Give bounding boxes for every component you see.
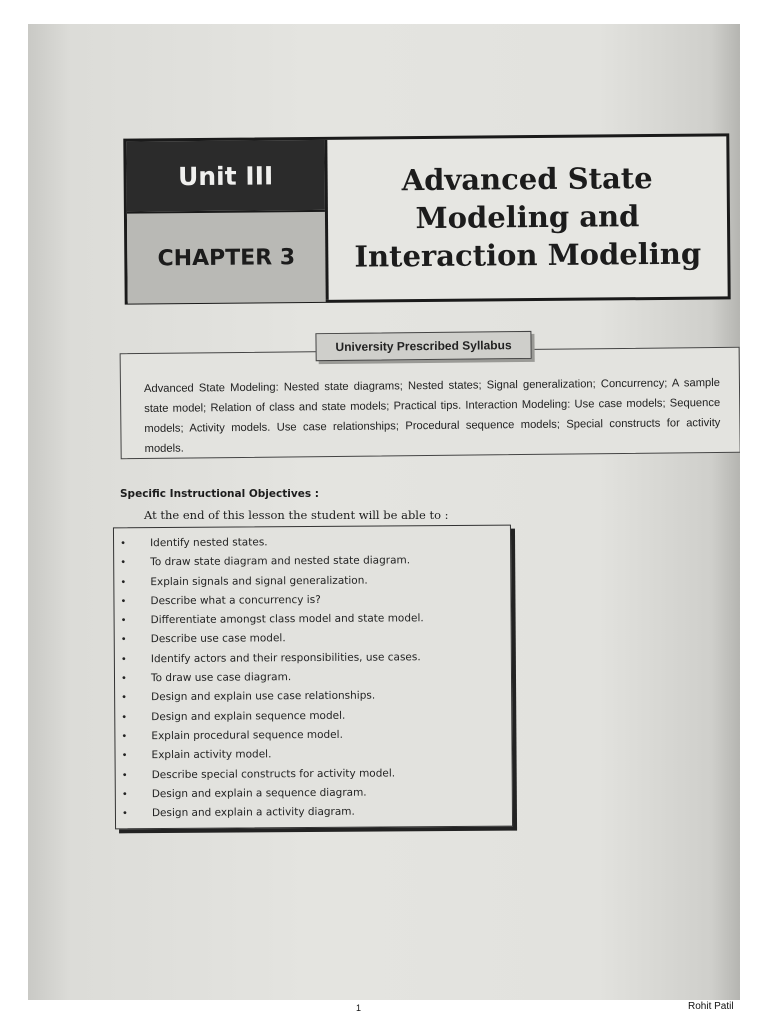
bullet-icon: • (121, 692, 128, 704)
objective-text: Describe special constructs for activity model. (151, 766, 396, 781)
syllabus-section (119, 321, 740, 457)
objective-text: Differentiate amongst class model and state model. (150, 612, 424, 627)
bullet-icon: • (121, 731, 128, 743)
syllabus-label: University Prescribed Syllabus (315, 331, 531, 361)
chapter-header (123, 133, 730, 304)
chapter-title: Advanced State Modeling and Interaction Modeling (354, 161, 702, 274)
objective-text: Design and explain sequence model. (151, 709, 346, 723)
objective-text: Design and explain a activity diagram. (151, 805, 355, 820)
objectives-list (114, 526, 512, 824)
bullet-icon: • (121, 808, 128, 820)
author-name: Rohit Patil (688, 1001, 734, 1012)
objective-text: Explain signals and signal generalization. (150, 574, 368, 588)
bullet-icon: • (121, 711, 128, 724)
objective-text: Identify actors and their responsibilities, use cases. (150, 651, 421, 665)
objectives-box (113, 525, 513, 830)
list-item (116, 802, 512, 824)
bullet-icon: • (120, 634, 127, 646)
syllabus-text: Advanced State Modeling: Nested state diagrams; Nested states; Signal generalization; Concurrency; A sample state model; Relation of class and state models; Practical tips. Interaction Modeling: Use case models; Sequence models; Activity models. Use case relationships; Procedural sequence models; Special constructs for activity models. (143, 376, 721, 455)
bullet-icon: • (120, 538, 127, 550)
bullet-icon: • (121, 750, 128, 762)
bullet-icon: • (120, 654, 127, 666)
objective-text: Describe use case model. (150, 632, 286, 646)
objectives-intro: At the end of this lesson the student will be able to : (144, 508, 449, 522)
bullet-icon: • (120, 557, 127, 569)
objective-text: Explain procedural sequence model. (151, 728, 343, 743)
objective-text: Design and explain a sequence diagram. (151, 786, 367, 800)
bullet-icon: • (120, 576, 127, 588)
chapter-label: CHAPTER 3 (127, 210, 326, 304)
bullet-icon: • (120, 673, 127, 685)
unit-label: Unit III (126, 140, 325, 212)
objective-text: Identify nested states. (150, 536, 268, 550)
objective-text: Explain activity model. (151, 748, 272, 762)
objectives-heading: Specific Instructional Objectives : (120, 488, 319, 500)
objective-text: To draw use case diagram. (150, 671, 292, 685)
page-photo (28, 24, 740, 1000)
bullet-icon: • (121, 769, 128, 781)
objective-text: Describe what a concurrency is? (150, 593, 321, 608)
page-number: 1 (356, 1003, 362, 1013)
objective-text: Design and explain use case relationships. (151, 689, 376, 704)
bullet-icon: • (120, 615, 127, 627)
objective-text: To draw state diagram and nested state diagram. (150, 554, 411, 569)
bullet-icon: • (120, 596, 127, 608)
bullet-icon: • (121, 789, 128, 801)
